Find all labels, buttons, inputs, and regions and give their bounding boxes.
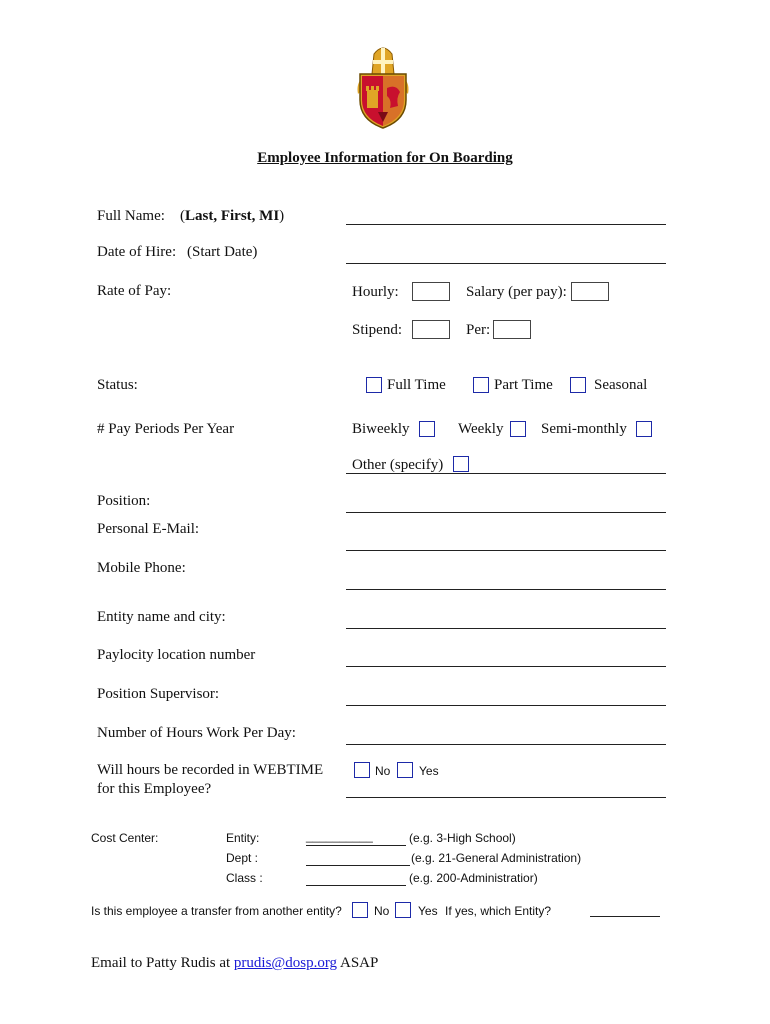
webtime-question-line1: Will hours be recorded in WEBTIME (97, 762, 324, 778)
transfer-no-checkbox[interactable] (352, 902, 368, 918)
other-specify-input-line[interactable] (346, 473, 666, 474)
entity-name-input-line[interactable] (346, 628, 666, 629)
cost-center-entity-input-line[interactable] (306, 845, 406, 846)
cost-center-label: Cost Center: (91, 831, 159, 845)
salary-label: Salary (per pay): (466, 284, 567, 300)
paylocity-input-line[interactable] (346, 666, 666, 667)
supervisor-input-line[interactable] (346, 705, 666, 706)
cost-center-entity-blank: __________ (306, 829, 373, 843)
salary-input[interactable] (571, 282, 609, 301)
cost-center-entity-label: Entity: (226, 831, 260, 845)
hours-per-day-input-line[interactable] (346, 744, 666, 745)
full-name-hint-close: ) (279, 208, 285, 224)
email-instruction-prefix: Email to Patty Rudis at (91, 955, 231, 971)
entity-name-label: Entity name and city: (97, 609, 226, 625)
status-label: Status: (97, 377, 138, 393)
transfer-entity-input-line[interactable] (590, 916, 660, 917)
hourly-input[interactable] (412, 282, 450, 301)
date-of-hire-label: Date of Hire: (97, 244, 177, 260)
per-label: Per: (466, 322, 491, 338)
semi-monthly-label: Semi-monthly (541, 421, 627, 437)
full-time-label: Full Time (387, 377, 446, 393)
pay-periods-label: # Pay Periods Per Year (97, 421, 235, 437)
transfer-no-label: No (374, 904, 390, 918)
position-label: Position: (97, 493, 151, 509)
seasonal-label: Seasonal (594, 377, 648, 393)
cost-center-class-label: Class : (226, 871, 263, 885)
hourly-label: Hourly: (352, 284, 399, 300)
full-time-checkbox[interactable] (366, 377, 382, 393)
personal-email-input-line[interactable] (346, 550, 666, 551)
cost-center-class-input-line[interactable] (306, 885, 406, 886)
stipend-label: Stipend: (352, 322, 403, 338)
transfer-yes-checkbox[interactable] (395, 902, 411, 918)
email-instruction (91, 955, 378, 972)
paylocity-label: Paylocity location number (97, 647, 256, 663)
biweekly-label: Biweekly (352, 421, 410, 437)
full-name-input-line[interactable] (346, 224, 666, 225)
diocese-crest-logo (352, 44, 414, 130)
date-of-hire-input-line[interactable] (346, 263, 666, 264)
full-name-label: Full Name: (97, 208, 165, 224)
hours-per-day-label: Number of Hours Work Per Day: (97, 725, 296, 741)
stipend-input[interactable] (412, 320, 450, 339)
full-name-hint (180, 208, 284, 225)
cost-center-dept-label: Dept : (226, 851, 259, 865)
part-time-checkbox[interactable] (473, 377, 489, 393)
supervisor-label: Position Supervisor: (97, 686, 220, 702)
date-of-hire-hint: (Start Date) (187, 244, 258, 260)
cost-center-dept-input-line[interactable] (306, 865, 410, 866)
transfer-question: Is this employee a transfer from another entity? (91, 904, 342, 918)
webtime-input-line[interactable] (346, 797, 666, 798)
other-specify-checkbox[interactable] (453, 456, 469, 472)
semi-monthly-checkbox[interactable] (636, 421, 652, 437)
email-link[interactable]: prudis@dosp.org (233, 955, 338, 971)
cost-center-entity-hint: (e.g. 3-High School) (409, 831, 516, 845)
mobile-phone-input-line[interactable] (346, 589, 666, 590)
webtime-yes-checkbox[interactable] (397, 762, 413, 778)
form-title: Employee Information for On Boarding (257, 150, 513, 166)
other-specify-label: Other (specify) (352, 457, 444, 473)
weekly-label: Weekly (458, 421, 504, 437)
personal-email-label: Personal E-Mail: (97, 521, 200, 537)
transfer-yes-label: Yes (418, 904, 438, 918)
weekly-checkbox[interactable] (510, 421, 526, 437)
seasonal-checkbox[interactable] (570, 377, 586, 393)
cost-center-class-hint: (e.g. 200-Administratior) (409, 871, 538, 885)
rate-of-pay-label: Rate of Pay: (97, 283, 172, 299)
transfer-followup-label: If yes, which Entity? (445, 904, 552, 918)
full-name-hint-open: ( (180, 208, 185, 224)
biweekly-checkbox[interactable] (419, 421, 435, 437)
position-input-line[interactable] (346, 512, 666, 513)
email-instruction-suffix: ASAP (339, 955, 379, 971)
mobile-phone-label: Mobile Phone: (97, 560, 186, 576)
webtime-yes-label: Yes (419, 764, 439, 778)
part-time-label: Part Time (494, 377, 553, 393)
webtime-no-label: No (375, 764, 391, 778)
webtime-no-checkbox[interactable] (354, 762, 370, 778)
per-input[interactable] (493, 320, 531, 339)
webtime-question-line2: for this Employee? (97, 781, 212, 797)
cost-center-dept-hint: (e.g. 21-General Administration) (411, 851, 582, 865)
full-name-hint-text: Last, First, MI (185, 208, 280, 224)
